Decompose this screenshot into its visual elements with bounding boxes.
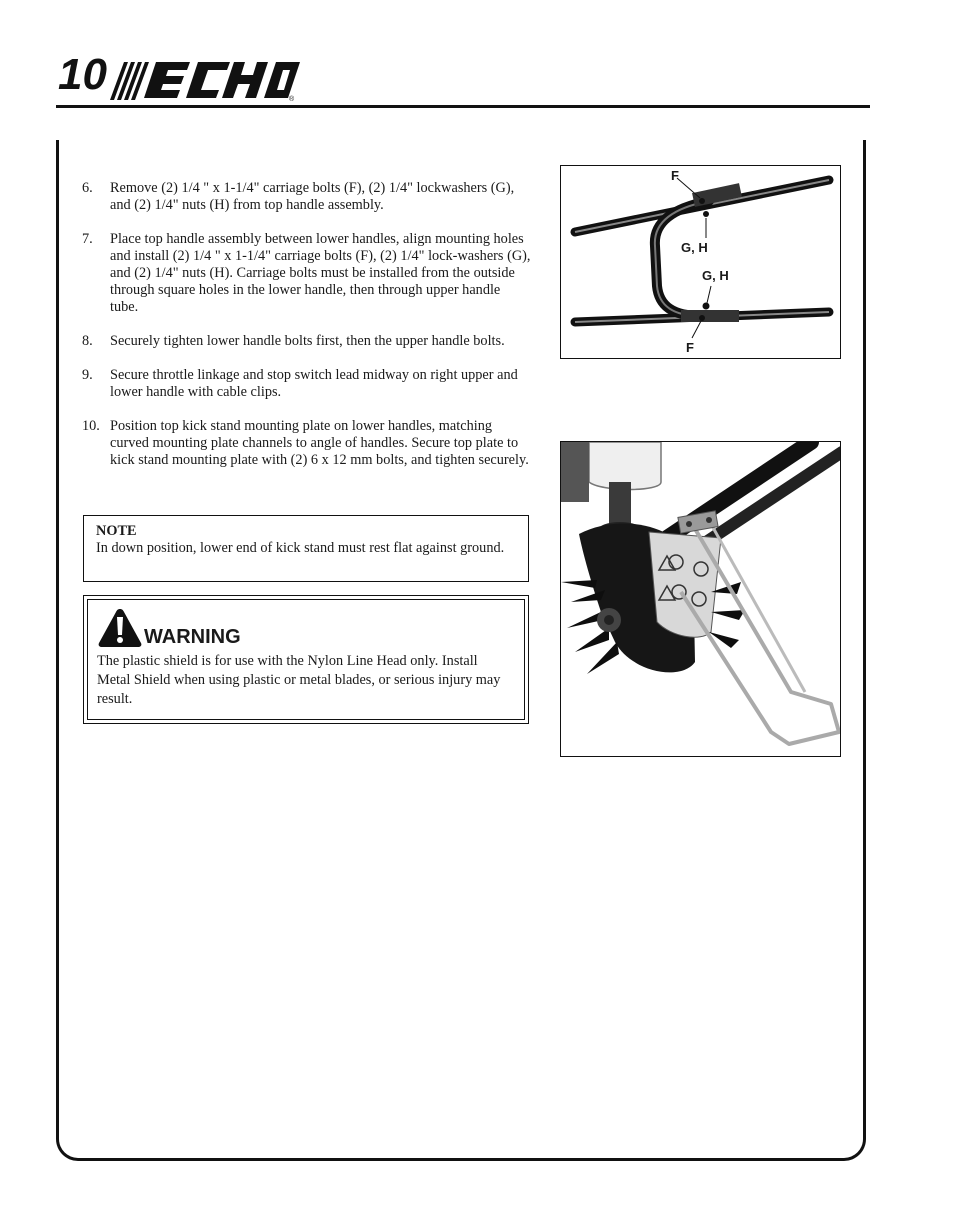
note-text: In down position, lower end of kick stand must rest flat against ground.: [96, 540, 505, 556]
warning-inner: [87, 599, 525, 720]
step-text: Place top handle assembly between lower handles, align mounting holes and install (2) 1/4 " x 1-1/4" carriage bolts (F), (2) 1/4" lock-washers (G), and (2) 1/4" nuts (H). Carriage bolts must be installed from the outside through square holes in the lower handle, then through upper handle tube.: [110, 231, 531, 315]
step-number: 6.: [82, 180, 93, 196]
step-text: Secure throttle linkage and stop switch lead midway on right upper and lower handle with cable clips.: [110, 367, 518, 400]
step-number: 10.: [82, 418, 100, 434]
step-6: [82, 180, 532, 214]
step-number: 9.: [82, 367, 93, 383]
handle-assembly-figure: [560, 165, 841, 359]
warning-triangle-icon: [98, 608, 142, 648]
step-8: [82, 333, 532, 350]
label-washer-nut-gh-lower: G, H: [702, 268, 729, 283]
step-number: 7.: [82, 231, 93, 247]
step-number: 8.: [82, 333, 93, 349]
label-bolt-f-top: F: [671, 168, 679, 183]
step-9: [82, 367, 532, 401]
label-washer-nut-gh-upper: G, H: [681, 240, 708, 255]
step-text: Position top kick stand mounting plate on lower handles, matching curved mounting plate channels to angle of handles. Secure top plate to kick stand mounting plate with (2) 6 x 12 mm bolts, and tighten securely.: [110, 418, 529, 468]
page-number: 10: [58, 50, 107, 99]
step-text: Securely tighten lower handle bolts first, then the upper handle bolts.: [110, 333, 505, 349]
step-text: Remove (2) 1/4 " x 1-1/4" carriage bolts (F), (2) 1/4" lockwashers (G), and (2) 1/4" nuts (H) from top handle assembly.: [110, 180, 515, 213]
assembly-steps: [82, 180, 532, 486]
trademark-symbol: ®: [289, 96, 295, 102]
note-title: NOTE: [96, 523, 137, 539]
handle-assembly-drawing: [561, 166, 841, 359]
kick-stand-figure: [560, 441, 841, 757]
header-rule: [56, 105, 870, 108]
step-7: [82, 231, 532, 316]
warning-text: The plastic shield is for use with the Nylon Line Head only. Install Metal Shield when using plastic or metal blades, or serious injury may result.: [97, 653, 501, 707]
kick-stand-drawing: [561, 442, 841, 757]
echo-logo: [106, 56, 300, 102]
warning-box: [83, 595, 529, 724]
label-bolt-f-bottom: F: [686, 340, 694, 355]
warning-title: WARNING: [144, 626, 241, 648]
step-10: [82, 418, 532, 469]
note-box: [83, 515, 529, 582]
